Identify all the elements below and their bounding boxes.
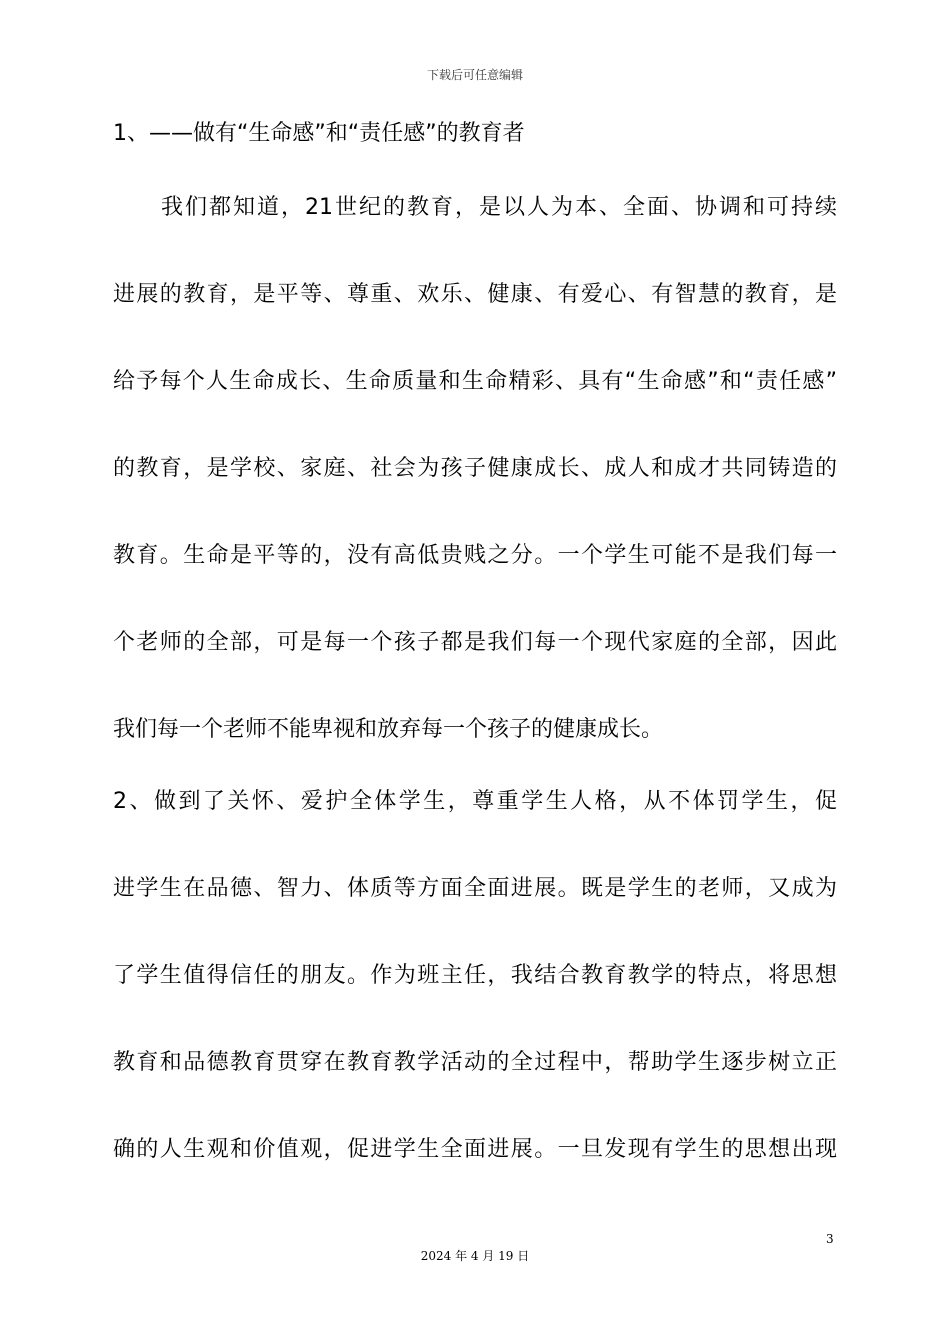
paragraph-line: 的教育，是学校、家庭、社会为孩子健康成长、成人和成才共同铸造的 <box>113 456 837 481</box>
paragraph-line: 我们都知道，21世纪的教育，是以人为本、全面、协调和可持续 <box>113 195 837 220</box>
footer-date: 2024 年 4 月 19 日 <box>420 1249 530 1263</box>
paragraph-line: 个老师的全部，可是每一个孩子都是我们每一个现代家庭的全部，因此 <box>113 630 837 655</box>
paragraph-line: 教育。生命是平等的，没有高低贵贱之分。一个学生可能不是我们每一 <box>113 543 837 568</box>
header-note: 下载后可任意编辑 <box>426 68 523 82</box>
paragraph-line: 了学生值得信任的朋友。作为班主任，我结合教育教学的特点，将思想 <box>113 963 837 988</box>
paragraph-line: 进展的教育，是平等、尊重、欢乐、健康、有爱心、有智慧的教育，是 <box>113 282 837 307</box>
paragraph-line: 教育和品德教育贯穿在教育教学活动的全过程中，帮助学生逐步树立正 <box>113 1050 837 1075</box>
paragraph-line: 2、做到了关怀、爱护全体学生，尊重学生人格，从不体罚学生，促 <box>113 789 837 814</box>
page-number: 3 <box>826 1232 834 1246</box>
section-heading: 1、——做有“生命感”和“责任感”的教育者 <box>113 121 525 146</box>
paragraph-line: 确的人生观和价值观，促进学生全面进展。一旦发现有学生的思想出现 <box>113 1137 837 1162</box>
paragraph-line: 进学生在品德、智力、体质等方面全面进展。既是学生的老师，又成为 <box>113 876 837 901</box>
paragraph-line: 给予每个人生命成长、生命质量和生命精彩、具有“生命感”和“责任感” <box>113 369 837 394</box>
paragraph-line: 我们每一个老师不能卑视和放弃每一个孩子的健康成长。 <box>113 717 664 742</box>
